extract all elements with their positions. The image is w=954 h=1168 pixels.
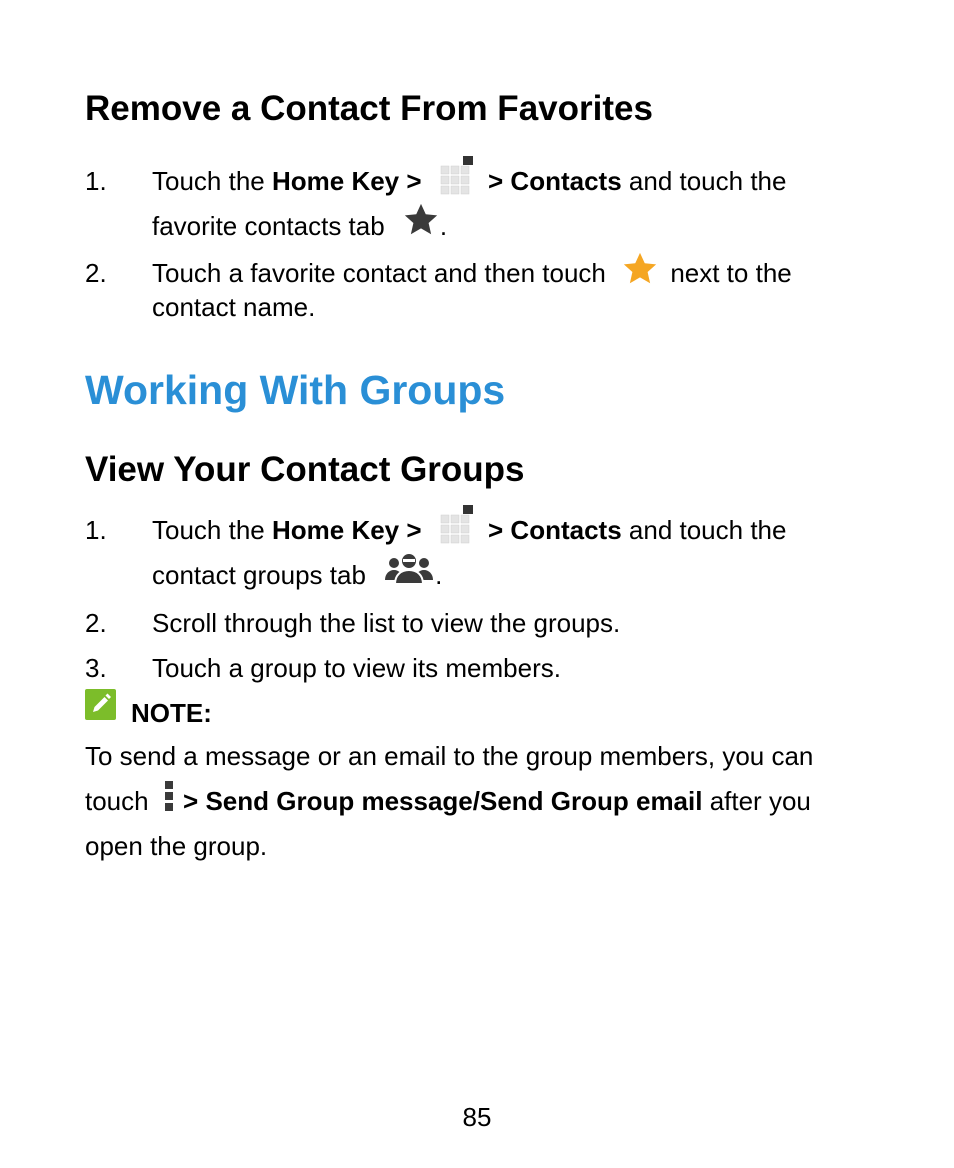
step-number: 1. <box>85 515 107 545</box>
heading-remove-favorites: Remove a Contact From Favorites <box>85 89 653 128</box>
groups-icon <box>383 550 435 588</box>
step-number: 1. <box>85 166 107 196</box>
step-line: Touch the Home Key > > Contacts and touch the <box>152 517 786 545</box>
heading-view-contact-groups: View Your Contact Groups <box>85 450 525 489</box>
overflow-menu-icon <box>162 780 176 814</box>
step-number: 2. <box>85 258 107 288</box>
apps-grid-icon <box>437 156 477 196</box>
heading-working-with-groups: Working With Groups <box>85 367 506 413</box>
step-line: Touch a favorite contact and then touch next to the <box>152 260 792 288</box>
apps-grid-icon <box>437 505 477 545</box>
note-text: To send a message or an email to the group members, you can <box>85 741 814 771</box>
star-orange-icon <box>621 250 659 288</box>
step-line: favorite contacts tab . <box>152 213 447 239</box>
note-text: open the group. <box>85 831 268 861</box>
step-number: 2. <box>85 608 107 638</box>
page-number: 85 <box>462 1102 492 1132</box>
step-line: Scroll through the list to view the groups. <box>152 608 621 638</box>
step-line: contact name. <box>152 292 316 322</box>
note-text: touch > Send Group message/Send Group email after you <box>85 788 811 814</box>
step-number: 3. <box>85 653 107 683</box>
note-pencil-icon <box>85 689 116 720</box>
note-label: NOTE: <box>131 698 212 728</box>
step-line: Touch the Home Key > > Contacts and touch the <box>152 168 786 196</box>
step-line: contact groups tab . <box>152 562 442 588</box>
star-dark-icon <box>402 201 440 239</box>
step-line: Touch a group to view its members. <box>152 653 561 683</box>
